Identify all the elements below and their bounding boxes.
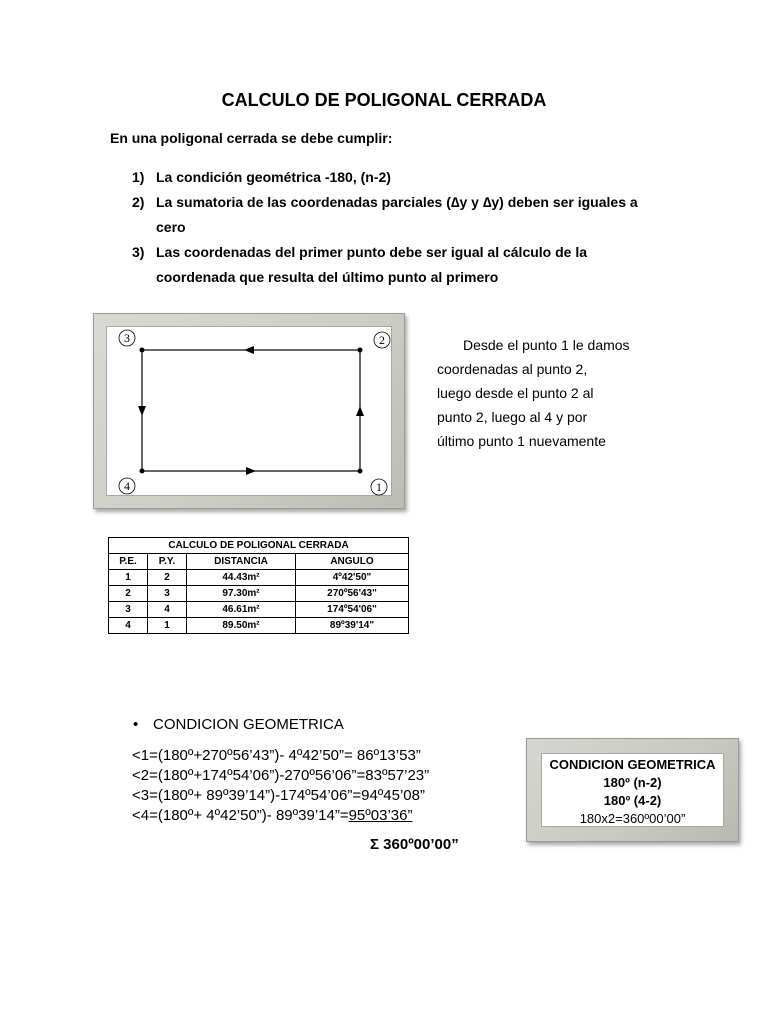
condition-number: 3) <box>132 244 145 260</box>
table-header: P.E. <box>109 554 148 570</box>
table-header-row <box>109 554 409 570</box>
equation-text: <3=(180º+ 89º39’14”)-174º54’06”=94º45’08” <box>132 787 425 804</box>
description-line: último punto 1 nuevamente <box>437 433 606 449</box>
table-header: ANGULO <box>296 554 409 570</box>
conditions-list <box>132 165 652 290</box>
table-cell: 44.43m² <box>187 570 296 586</box>
polygon-outline <box>142 350 360 471</box>
diagram-description <box>437 333 677 453</box>
description-line: luego desde el punto 2 al <box>437 385 594 401</box>
equation-result: 95º03’36” <box>348 807 413 824</box>
table-title: CALCULO DE POLIGONAL CERRADA <box>109 538 409 554</box>
condition-text: La sumatoria de las coordenadas parciales (∆y y ∆y) deben ser iguales a cero <box>156 194 638 235</box>
arrow-up-icon <box>356 406 364 416</box>
geometric-condition-text <box>526 756 739 828</box>
equation-text: <2=(180º+174º54’06”)-270º56’06”=83º57’23” <box>132 767 430 784</box>
table-cell: 89º39'14" <box>296 618 409 634</box>
table-cell: 3 <box>109 602 148 618</box>
vertex-point <box>358 348 363 353</box>
box-line: 180x2=360º00’00” <box>579 811 686 826</box>
vertex-point <box>358 469 363 474</box>
equation-line <box>132 766 429 786</box>
equation-line <box>132 746 429 766</box>
geometric-heading-row <box>133 716 344 733</box>
table-row <box>109 618 409 634</box>
vertex-label-1: 1 <box>376 480 382 494</box>
condition-text: Las coordenadas del primer punto debe ser igual al cálculo de la coordenada que resulta del último punto al primero <box>156 244 588 285</box>
vertex-label-3: 3 <box>124 331 130 345</box>
polygon-table <box>108 537 409 634</box>
equation-text: <1=(180º+270º56’43”)- 4º42’50”= 86º13’53” <box>132 747 421 764</box>
condition-text: La condición geométrica -180, (n-2) <box>156 169 391 185</box>
table-row <box>109 570 409 586</box>
angle-sum: Σ 360º00’00” <box>370 836 459 853</box>
box-line: CONDICION GEOMETRICA <box>549 757 716 772</box>
bullet-icon: • <box>133 716 139 733</box>
table-cell: 2 <box>109 586 148 602</box>
table-cell: 4º42'50" <box>296 570 409 586</box>
polygon-diagram-frame <box>93 313 405 509</box>
geometric-heading: CONDICION GEOMETRICA <box>153 716 344 733</box>
equation-line <box>132 786 429 806</box>
vertex-label-2: 2 <box>379 333 385 347</box>
condition-item <box>132 190 652 240</box>
table-cell: 89.50m² <box>187 618 296 634</box>
vertex-label-4: 4 <box>124 479 130 493</box>
box-line: 180º (4-2) <box>603 793 662 808</box>
table-cell: 97.30m² <box>187 586 296 602</box>
description-line: punto 2, luego al 4 y por <box>437 409 588 425</box>
description-line: Desde el punto 1 le damos <box>463 337 630 353</box>
table-cell: 1 <box>148 618 187 634</box>
table-cell: 174º54'06" <box>296 602 409 618</box>
page-title: CALCULO DE POLIGONAL CERRADA <box>221 90 547 110</box>
arrow-right-icon <box>246 467 256 475</box>
table-cell: 4 <box>148 602 187 618</box>
table-cell: 270º56'43" <box>296 586 409 602</box>
condition-item <box>132 240 652 290</box>
table-header: DISTANCIA <box>187 554 296 570</box>
table-cell: 46.61m² <box>187 602 296 618</box>
condition-number: 2) <box>132 194 145 210</box>
vertex-point <box>140 348 145 353</box>
table-row <box>109 586 409 602</box>
intro-text: En una poligonal cerrada se debe cumplir: <box>110 130 393 146</box>
table-row <box>109 602 409 618</box>
equations-block <box>132 746 429 826</box>
table-cell: 1 <box>109 570 148 586</box>
table-header: P.Y. <box>148 554 187 570</box>
table-cell: 2 <box>148 570 187 586</box>
description-line: coordenadas al punto 2, <box>437 361 588 377</box>
equation-text: <4=(180º+ 4º42’50”)- 89º39’14”= <box>132 807 349 824</box>
equation-line <box>132 806 429 826</box>
condition-number: 1) <box>132 169 145 185</box>
table-cell: 3 <box>148 586 187 602</box>
arrow-down-icon <box>138 406 146 416</box>
arrow-left-icon <box>244 346 254 354</box>
box-line: 180º (n-2) <box>603 775 662 790</box>
condition-item <box>132 165 652 190</box>
polygon-diagram <box>94 314 406 510</box>
vertex-point <box>140 469 145 474</box>
table-cell: 4 <box>109 618 148 634</box>
